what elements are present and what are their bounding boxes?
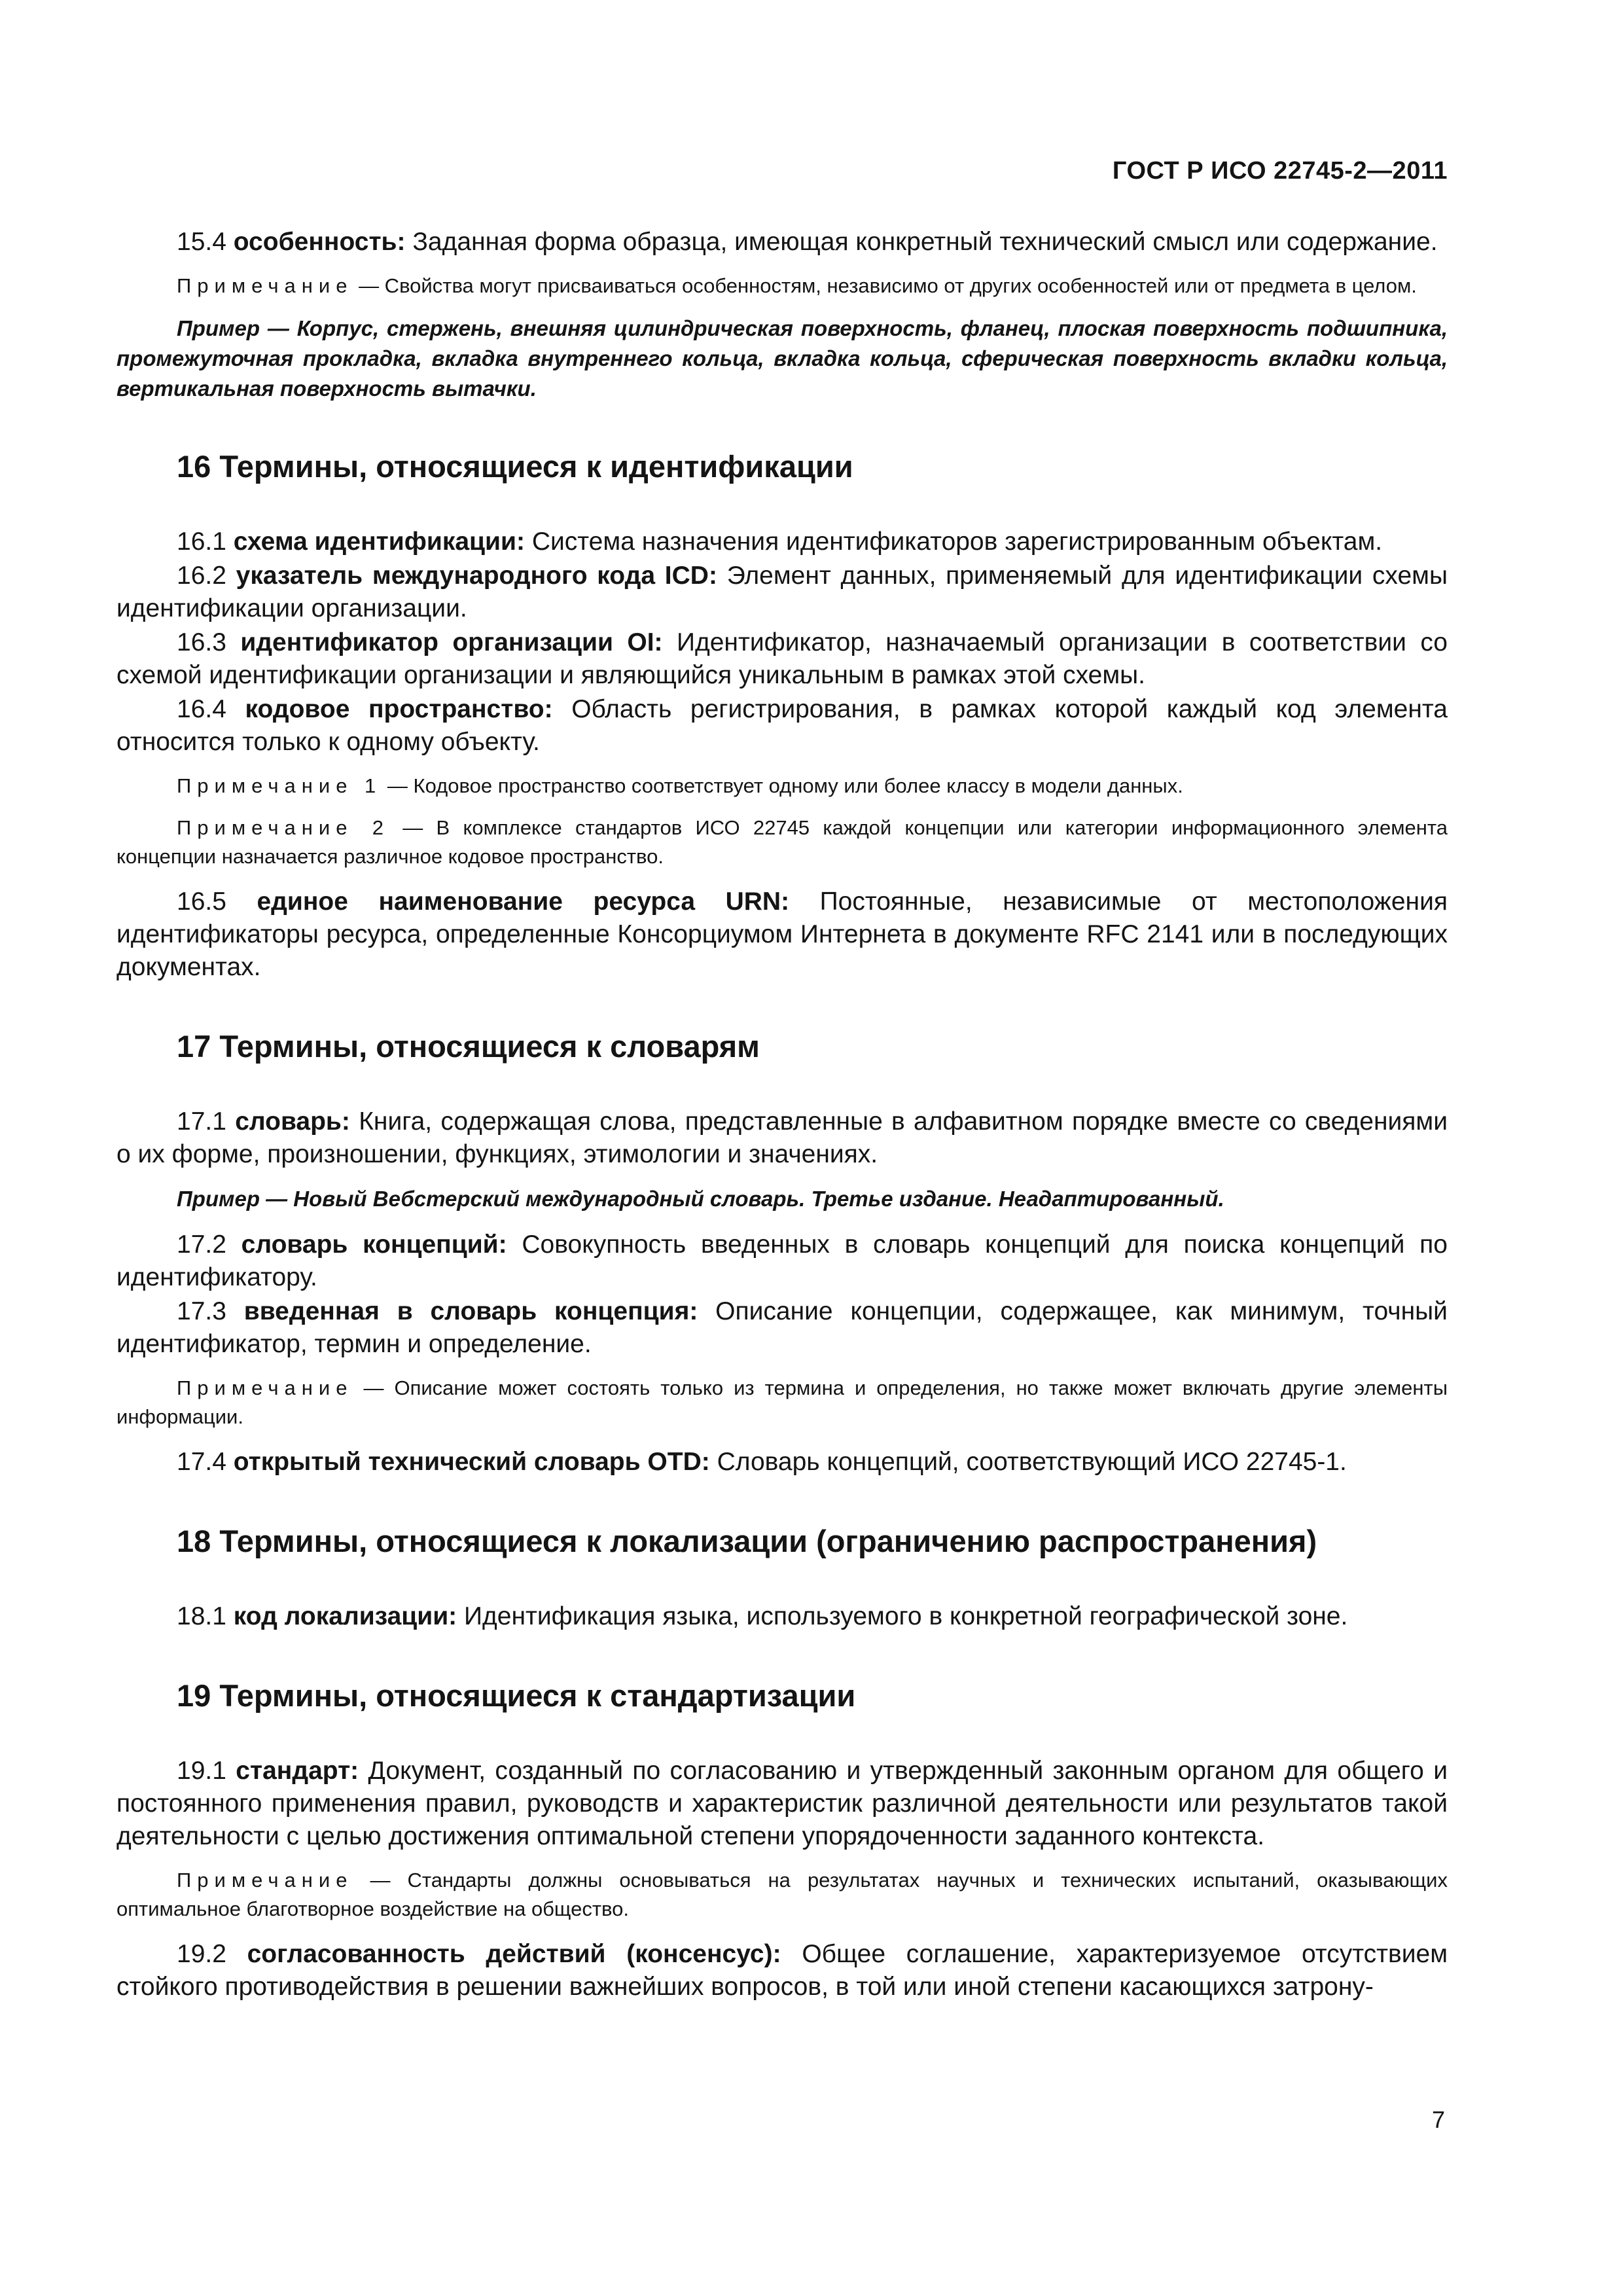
note-text: — Кодовое пространство соответствует одному или более классу в модели данных. — [387, 774, 1183, 797]
page-number: 7 — [1431, 2106, 1445, 2133]
term-number: 17.2 — [177, 1230, 226, 1259]
term-number: 16.4 — [177, 695, 226, 723]
section-heading-16: 16 Термины, относящиеся к идентификации — [177, 449, 853, 484]
term-name: словарь: — [235, 1107, 350, 1136]
term-19-1 — [116, 1755, 1448, 1853]
note-19-1 — [116, 1866, 1448, 1924]
term-definition: Элемент данных, применяемый для идентификации схемы идентификации организации. — [116, 562, 1448, 622]
term-number: 17.3 — [177, 1297, 226, 1325]
term-number: 17.1 — [177, 1107, 226, 1136]
term-definition: Документ, созданный по согласованию и утвержденный законным органом для общего и постоянного применения правил, руководств и характеристик различной деятельности или результатов такой деятельности с целью достижения оптимальной степени упорядоченности заданного контекста. — [116, 1757, 1448, 1850]
term-definition: Область регистрирования, в рамках которой каждый код элемента относится только к одному объекту. — [116, 695, 1448, 756]
term-19-2 — [116, 1938, 1448, 2003]
term-name: единое наименование ресурса URN: — [257, 888, 790, 916]
term-definition: Система назначения идентификаторов зарегистрированным объектам. — [531, 528, 1383, 556]
example-17-1: Пример — Новый Вебстерский международный словарь. Третье издание. Неадаптированный. — [177, 1187, 1224, 1211]
term-definition: Заданная форма образца, имеющая конкретный технический смысл или содержание. — [412, 228, 1438, 256]
term-name: введенная в словарь концепция: — [243, 1297, 698, 1325]
note-16-4-2 — [116, 814, 1448, 871]
term-number: 16.1 — [177, 528, 226, 556]
term-name: код локализации: — [233, 1602, 457, 1630]
term-15-4 — [116, 226, 1448, 259]
term-name: идентификатор организации OI: — [240, 628, 663, 656]
term-16-5 — [116, 886, 1448, 984]
term-definition: Совокупность введенных в словарь концепций для поиска концепций по идентификатору. — [116, 1230, 1448, 1291]
term-number: 19.1 — [177, 1757, 226, 1785]
note-16-4-1 — [116, 772, 1448, 800]
term-16-1 — [116, 526, 1448, 558]
term-name: словарь концепций: — [241, 1230, 507, 1259]
note-17-3 — [116, 1374, 1448, 1431]
section-heading-18: 18 Термины, относящиеся к локализации (ограничению распространения) — [177, 1524, 1317, 1558]
term-name: схема идентификации: — [233, 528, 525, 556]
note-text: — Свойства могут присваиваться особенностям, независимо от других особенностей или от предмета в целом. — [359, 274, 1417, 297]
note-text: — Стандарты должны основываться на результатах научных и технических испытаний, оказывающих оптимальное благотворное воздействие на общество. — [116, 1869, 1448, 1920]
term-17-3 — [116, 1295, 1448, 1361]
term-number: 15.4 — [177, 228, 226, 256]
term-name: особенность: — [233, 228, 406, 256]
term-name: стандарт: — [236, 1757, 359, 1785]
term-name: указатель международного кода ICD: — [236, 562, 717, 590]
term-17-4 — [116, 1446, 1448, 1479]
note-label: Примечание — [177, 1869, 353, 1892]
note-label: Примечание — [177, 1376, 353, 1399]
example-15-4: Пример — Корпус, стержень, внешняя цилиндрическая поверхность, фланец, плоская поверхность подшипника, промежуточная прокладка, вкладка внутреннего кольца, вкладка кольца, сферическая поверхность вкладки кольца, вертикальная поверхность вытачки. — [116, 316, 1448, 401]
term-number: 17.4 — [177, 1448, 226, 1476]
term-number: 16.3 — [177, 628, 226, 656]
term-definition: Идентификатор, назначаемый организации в соответствии со схемой идентификации организации и являющийся уникальным в рамках этой схемы. — [116, 628, 1448, 689]
note-text: — В комплексе стандартов ИСО 22745 каждой концепции или категории информационного элемента концепции назначается различное кодовое пространство. — [116, 816, 1448, 868]
note-text: — Описание может состоять только из термина и определения, но также может включать другие элементы информации. — [116, 1376, 1448, 1428]
term-number: 18.1 — [177, 1602, 226, 1630]
term-definition: Общее соглашение, характеризуемое отсутствием стойкого противодействия в решении важнейших вопросов, в той или иной степени касающихся затрону- — [116, 1940, 1448, 2001]
note-label: Примечание — [177, 274, 353, 297]
term-16-4 — [116, 693, 1448, 759]
term-definition: Книга, содержащая слова, представленные в алфавитном порядке вместе со сведениями о их форме, произношении, функциях, этимологии и значениях. — [116, 1107, 1448, 1168]
term-16-3 — [116, 626, 1448, 692]
term-name: открытый технический словарь OTD: — [233, 1448, 710, 1476]
term-16-2 — [116, 560, 1448, 625]
term-number: 19.2 — [177, 1940, 226, 1968]
term-definition: Описание концепции, содержащее, как минимум, точный идентификатор, термин и определение. — [116, 1297, 1448, 1358]
document-body — [116, 226, 1448, 2005]
section-heading-19: 19 Термины, относящиеся к стандартизации — [177, 1678, 856, 1713]
term-18-1 — [116, 1600, 1448, 1633]
term-definition: Идентификация языка, используемого в конкретной географической зоне. — [464, 1602, 1348, 1630]
term-definition: Постоянные, независимые от местоположения идентификаторы ресурса, определенные Консорциумом Интернета в документе RFC 2141 или в последующих документах. — [116, 888, 1448, 981]
note-label: Примечание 2 — [177, 816, 389, 839]
term-number: 16.2 — [177, 562, 226, 590]
term-number: 16.5 — [177, 888, 226, 916]
term-17-1 — [116, 1105, 1448, 1171]
section-heading-17: 17 Термины, относящиеся к словарям — [177, 1029, 760, 1064]
note-label: Примечание 1 — [177, 774, 382, 797]
document-header: ГОСТ Р ИСО 22745-2—2011 — [1112, 157, 1448, 185]
term-name: кодовое пространство: — [245, 695, 553, 723]
term-name: согласованность действий (консенсус): — [247, 1940, 781, 1968]
note-15-4 — [116, 272, 1448, 300]
term-definition: Словарь концепций, соответствующий ИСО 22745-1. — [717, 1448, 1347, 1476]
term-17-2 — [116, 1229, 1448, 1294]
